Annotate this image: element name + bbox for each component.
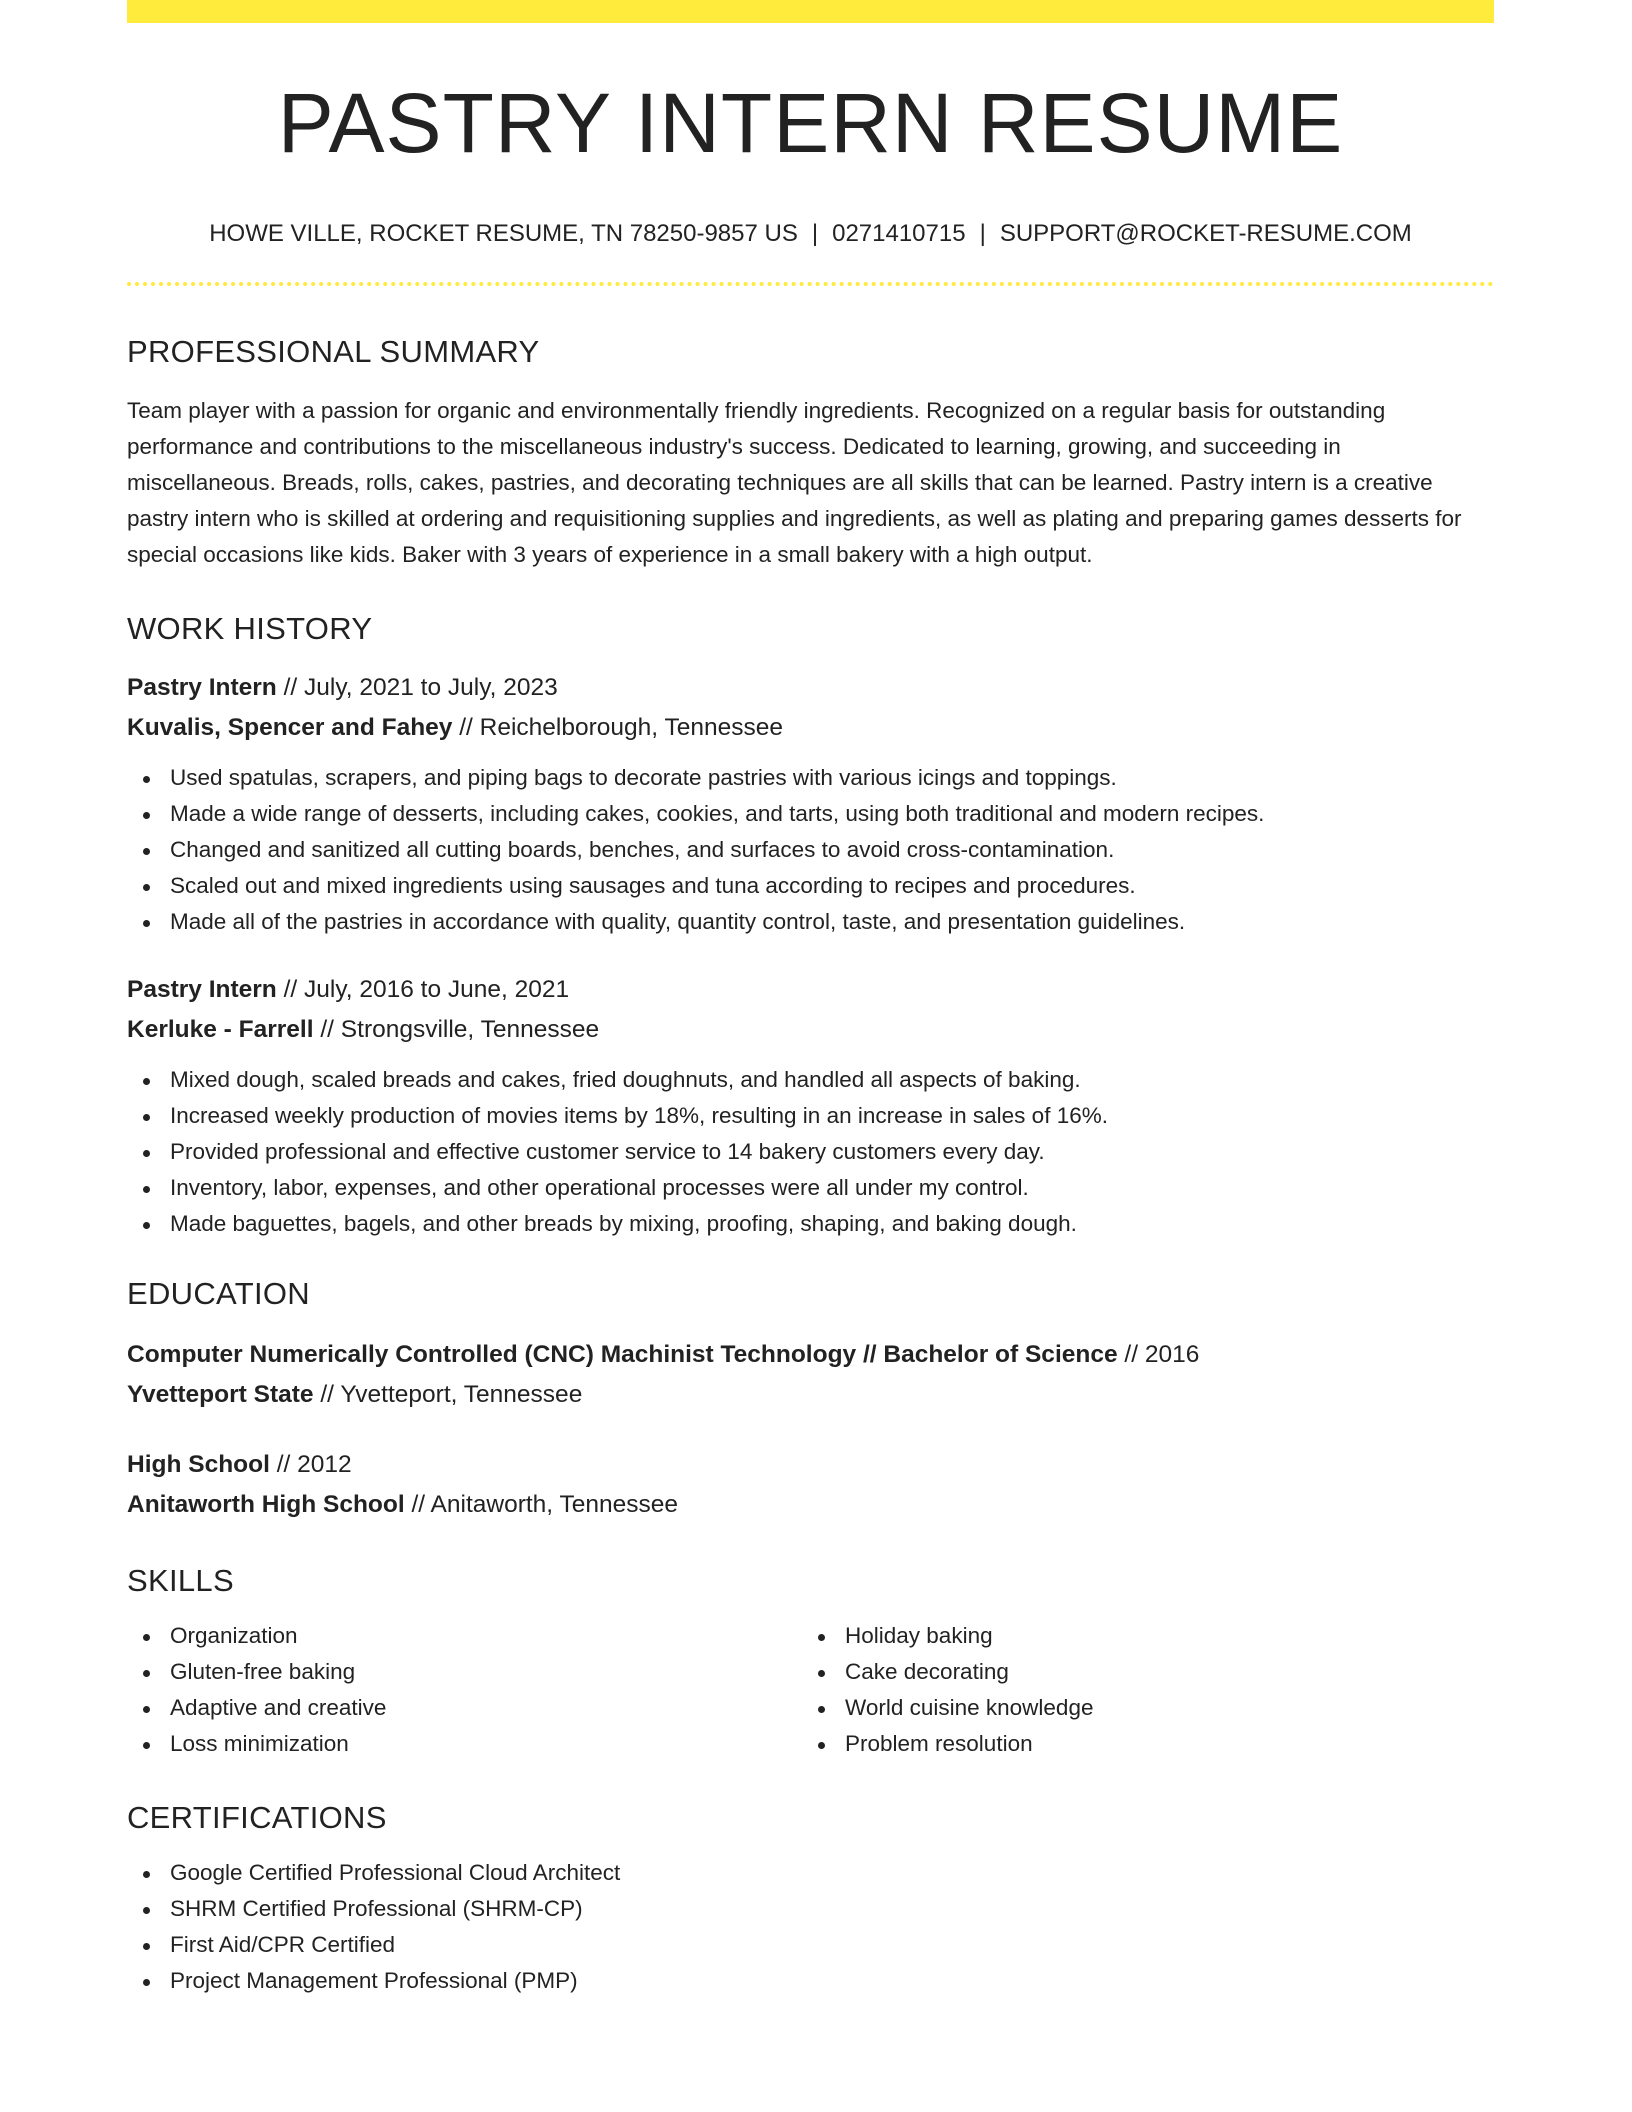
job-bullets [127,1062,1494,1242]
job-company-line [127,1010,1494,1050]
job-bullet: Used spatulas, scrapers, and piping bags to decorate pastries with various icings and toppings. [127,760,1494,796]
contact-separator: | [979,220,986,247]
contact-separator: | [811,220,819,247]
job-company-line [127,708,1494,748]
job-location: // Strongsville, Tennessee [313,1016,600,1043]
education-entry [127,1445,1494,1525]
job-title: Pastry Intern [127,674,277,701]
job-bullet: Made a wide range of desserts, including cakes, cookies, and tarts, using both traditional and modern recipes. [127,796,1494,832]
job-dates: // July, 2021 to July, 2023 [276,674,558,701]
education-school: Anitaworth High School [127,1491,405,1518]
job-bullet: Inventory, labor, expenses, and other operational processes were all under my control. [127,1170,1494,1206]
certifications-list [127,1855,1494,1999]
skill-item: Cake decorating [802,1654,1477,1690]
skills-list [127,1618,802,1762]
skills-column-left [127,1618,802,1762]
job-title-line [127,970,1494,1010]
skills-list [802,1618,1477,1762]
job-bullet: Made all of the pastries in accordance with quality, quantity control, taste, and presentation guidelines. [127,904,1494,940]
certification-item: SHRM Certified Professional (SHRM-CP) [127,1891,1494,1927]
skill-item: Holiday baking [802,1618,1477,1654]
job-bullet: Mixed dough, scaled breads and cakes, fried doughnuts, and handled all aspects of baking. [127,1062,1494,1098]
job-entry [127,668,1494,940]
education-location: // Yvetteport, Tennessee [313,1381,583,1408]
job-bullet: Provided professional and effective customer service to 14 bakery customers every day. [127,1134,1494,1170]
education-location: // Anitaworth, Tennessee [404,1491,678,1518]
job-bullet: Scaled out and mixed ingredients using sausages and tuna according to recipes and procedures. [127,868,1494,904]
education-year: // 2012 [269,1451,352,1478]
job-entry [127,970,1494,1242]
dotted-divider [127,282,1494,286]
accent-bar [127,0,1494,23]
education-school-line [127,1375,1494,1415]
contact-line [127,222,1494,246]
certification-item: Google Certified Professional Cloud Architect [127,1855,1494,1891]
education-school: Yvetteport State [127,1381,314,1408]
certification-item: Project Management Professional (PMP) [127,1963,1494,1999]
summary-heading: PROFESSIONAL SUMMARY [127,334,540,369]
skill-item: Adaptive and creative [127,1690,802,1726]
education-school-line [127,1485,1494,1525]
skill-item: Organization [127,1618,802,1654]
skill-item: Problem resolution [802,1726,1477,1762]
job-dates: // July, 2016 to June, 2021 [276,976,570,1003]
certification-item: First Aid/CPR Certified [127,1927,1494,1963]
education-degree-line [127,1335,1494,1375]
skill-item: World cuisine knowledge [802,1690,1477,1726]
skills-grid [127,1618,1494,1762]
education-entry [127,1335,1494,1415]
resume-page [127,0,1494,1999]
education-heading: EDUCATION [127,1276,310,1311]
contact-email: SUPPORT@ROCKET-RESUME.COM [999,220,1412,247]
job-title: Pastry Intern [127,976,277,1003]
education-degree-line [127,1445,1494,1485]
job-company: Kuvalis, Spencer and Fahey [127,714,453,741]
job-bullets [127,760,1494,940]
skills-column-right [802,1618,1477,1762]
work-history-heading: WORK HISTORY [127,611,373,646]
skill-item: Gluten-free baking [127,1654,802,1690]
contact-phone: 0271410715 [832,220,966,247]
job-company: Kerluke - Farrell [127,1016,314,1043]
skill-item: Loss minimization [127,1726,802,1762]
resume-title: PASTRY INTERN RESUME [277,76,1344,170]
summary-text: Team player with a passion for organic and environmentally friendly ingredients. Recognized on a regular basis for outstanding performance and contributions to the miscellaneous industry's success. Dedicated to learning, growing, and succeeding in miscellaneous. Breads, rolls, cakes, pastries, and decorating techniques are all skills that can be learned. Pastry intern is a creative pastry intern who is skilled at ordering and requisitioning supplies and ingredients, as well as plating and preparing games desserts for special occasions like kids. Baker with 3 years of experience in a small bakery with a high output. [127,398,1462,567]
skills-heading: SKILLS [127,1563,234,1598]
education-degree: Computer Numerically Controlled (CNC) Machinist Technology // Bachelor of Science [127,1341,1118,1368]
job-title-line [127,668,1494,708]
job-bullet: Made baguettes, bagels, and other breads by mixing, proofing, shaping, and baking dough. [127,1206,1494,1242]
education-year: // 2016 [1117,1341,1200,1368]
job-bullet: Increased weekly production of movies items by 18%, resulting in an increase in sales of 16%. [127,1098,1494,1134]
job-bullet: Changed and sanitized all cutting boards, benches, and surfaces to avoid cross-contamination. [127,832,1494,868]
job-location: // Reichelborough, Tennessee [452,714,783,741]
contact-address: HOWE VILLE, ROCKET RESUME, TN 78250-9857 US [209,220,798,247]
education-degree: High School [127,1451,270,1478]
certifications-heading: CERTIFICATIONS [127,1800,387,1835]
